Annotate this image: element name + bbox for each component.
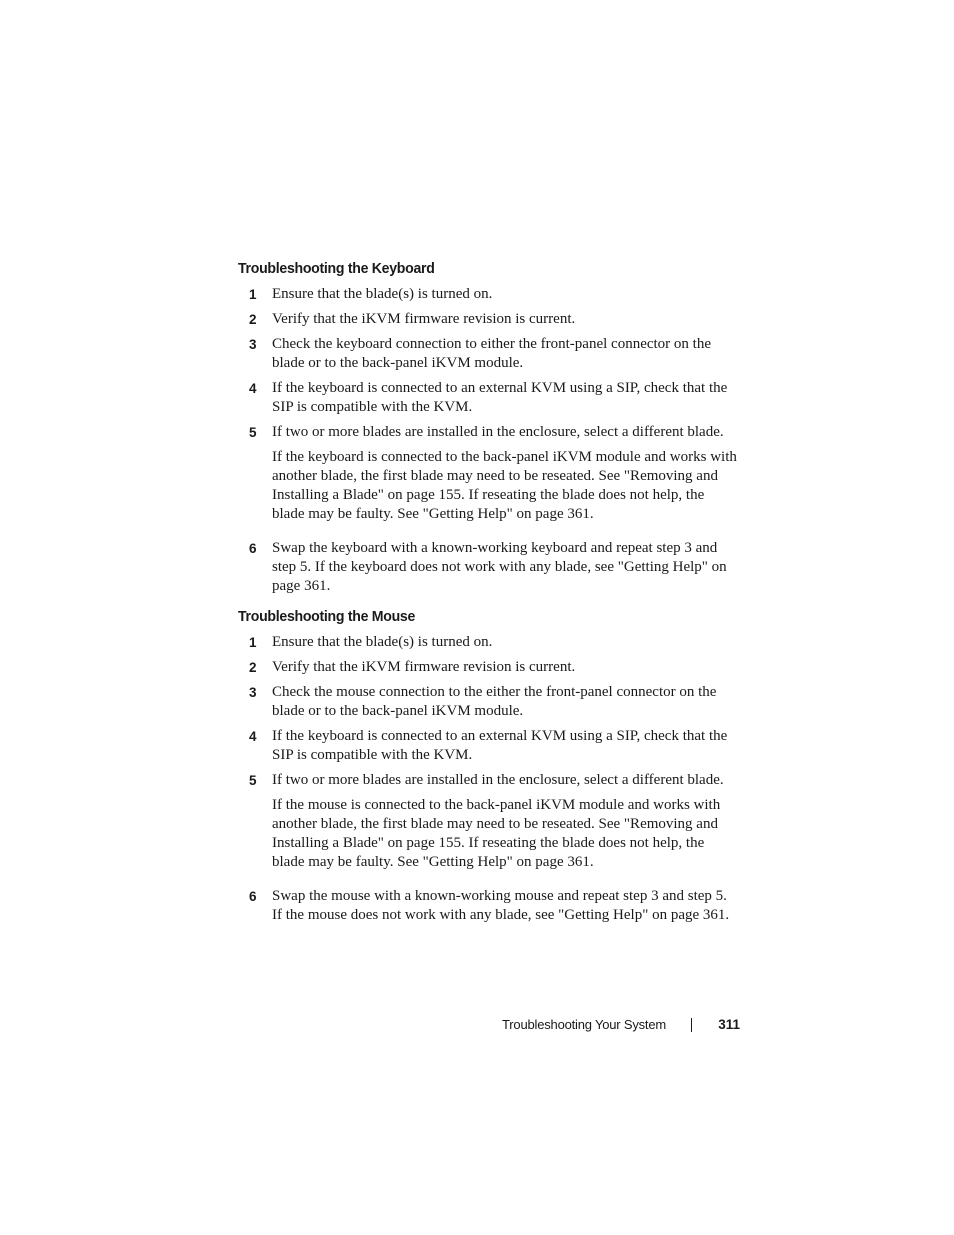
list-item	[238, 633, 738, 652]
step-list	[238, 285, 738, 596]
list-item	[238, 658, 738, 677]
step-text: Verify that the iKVM firmware revision is current.	[272, 659, 576, 675]
list-item	[238, 335, 738, 373]
footer-separator	[691, 1018, 692, 1032]
list-item	[238, 423, 738, 533]
list-item	[238, 887, 738, 925]
step-text: Ensure that the blade(s) is turned on.	[272, 634, 493, 650]
step-text: Check the keyboard connection to either the front-panel connector on the blade or to the back-panel iKVM module.	[272, 336, 711, 371]
section-heading: Troubleshooting the Mouse	[238, 608, 416, 625]
step-number: 3	[249, 685, 257, 700]
step-text: If two or more blades are installed in the enclosure, select a different blade.	[272, 424, 724, 440]
page-content	[238, 259, 738, 931]
step-text: If the keyboard is connected to an external KVM using a SIP, check that the SIP is compatible with the KVM.	[272, 728, 728, 763]
list-item	[238, 539, 738, 596]
list-item	[238, 379, 738, 417]
step-number: 1	[249, 635, 257, 650]
step-number: 4	[249, 381, 257, 396]
step-list	[238, 633, 738, 925]
page-footer	[0, 1015, 740, 1035]
step-text: Swap the mouse with a known-working mouse and repeat step 3 and step 5. If the mouse does not work with any blade, see "Getting Help" on page 361.	[272, 888, 730, 923]
list-item	[238, 727, 738, 765]
step-text: If the keyboard is connected to an external KVM using a SIP, check that the SIP is compatible with the KVM.	[272, 380, 728, 415]
list-item	[238, 683, 738, 721]
step-number: 3	[249, 337, 257, 352]
step-text: Verify that the iKVM firmware revision is current.	[272, 311, 576, 327]
step-text: Ensure that the blade(s) is turned on.	[272, 286, 493, 302]
list-item	[238, 310, 738, 329]
step-number: 2	[249, 312, 257, 327]
footer-page-number: 311	[718, 1017, 740, 1032]
step-number: 2	[249, 660, 257, 675]
step-text: Check the mouse connection to the either the front-panel connector on the blade or to the back-panel iKVM module.	[272, 684, 717, 719]
footer-chapter-title: Troubleshooting Your System	[502, 1017, 666, 1032]
section-mouse	[238, 607, 738, 925]
step-text: If two or more blades are installed in the enclosure, select a different blade.	[272, 772, 724, 788]
list-item	[238, 771, 738, 881]
step-text: Swap the keyboard with a known-working keyboard and repeat step 3 and step 5. If the keyboard does not work with any blade, see "Getting Help" on page 361.	[272, 540, 727, 594]
step-number: 6	[249, 541, 257, 556]
step-note: If the keyboard is connected to the back-panel iKVM module and works with another blade, the first blade may need to be reseated. See "Removing and Installing a Blade" on page 155. If reseating the blade does not help, the blade may be faulty. See "Getting Help" on page 361.	[272, 449, 737, 522]
section-keyboard	[238, 259, 738, 596]
step-number: 4	[249, 729, 257, 744]
step-note: If the mouse is connected to the back-panel iKVM module and works with another blade, the first blade may need to be reseated. See "Removing and Installing a Blade" on page 155. If reseating the blade does not help, the blade may be faulty. See "Getting Help" on page 361.	[272, 797, 721, 870]
step-number: 5	[249, 425, 257, 440]
step-number: 5	[249, 773, 257, 788]
step-number: 1	[249, 287, 257, 302]
list-item	[238, 285, 738, 304]
step-number: 6	[249, 889, 257, 904]
section-heading: Troubleshooting the Keyboard	[238, 260, 435, 277]
